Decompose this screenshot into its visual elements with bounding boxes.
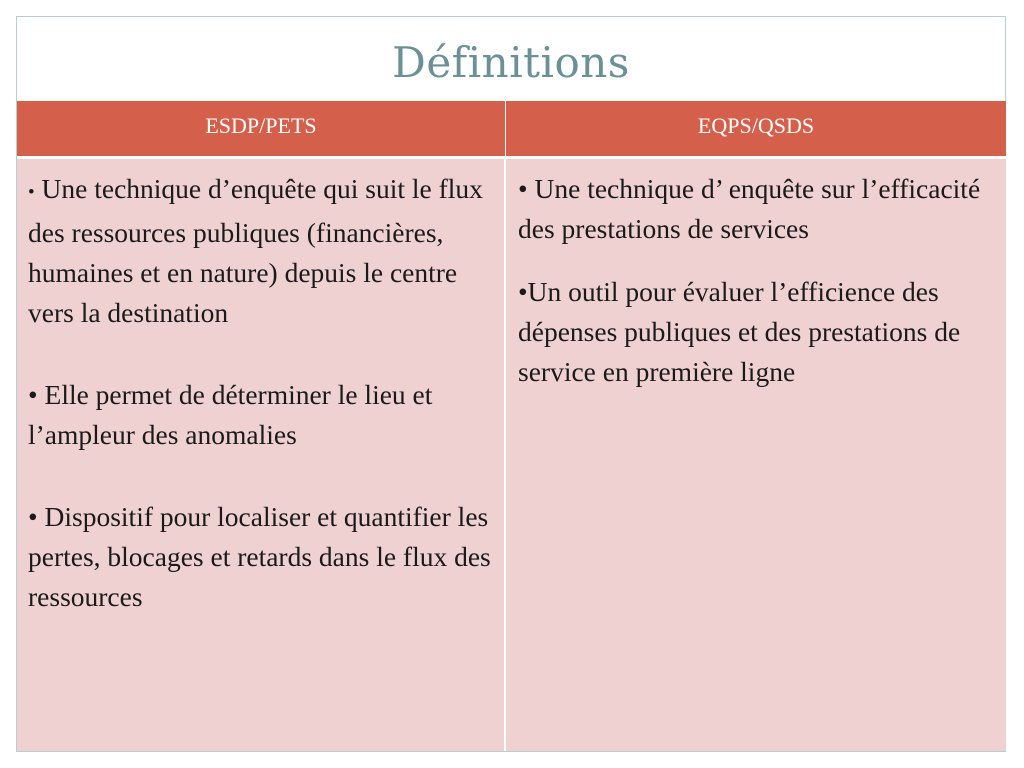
bullet: • [28,379,38,410]
bullet: • [28,501,38,532]
definition-text: Un outil pour évaluer l’efficience des dépenses publiques et des prestations de service en première ligne [518,276,961,387]
cell-esdp-pets [17,159,506,751]
bullet: • [518,276,528,307]
header-eqps-qsds: EQPS/QSDS [506,101,1006,159]
definition-item [28,169,500,333]
definition-item [28,497,500,617]
definition-text: Elle permet de déterminer le lieu et l’ampleur des anomalies [28,379,433,450]
header-esdp-pets: ESDP/PETS [17,101,506,159]
definition-item [518,272,998,392]
definition-item [28,375,500,455]
definitions-table [17,101,1006,751]
definition-text: Une technique d’enquête qui suit le flux des ressources publiques (financières, humaines et en nature) depuis le centre vers la destination [28,173,483,328]
definition-text: Dispositif pour localiser et quantifier les pertes, blocages et retards dans le flux des ressources [28,501,491,612]
cell-eqps-qsds [506,159,1006,751]
bullet: • [28,182,35,203]
bullet: • [518,173,528,204]
slide-title: Définitions [392,38,630,87]
definition-item [518,169,998,249]
definition-text: Une technique d’ enquête sur l’efficacité des prestations de services [518,173,981,244]
